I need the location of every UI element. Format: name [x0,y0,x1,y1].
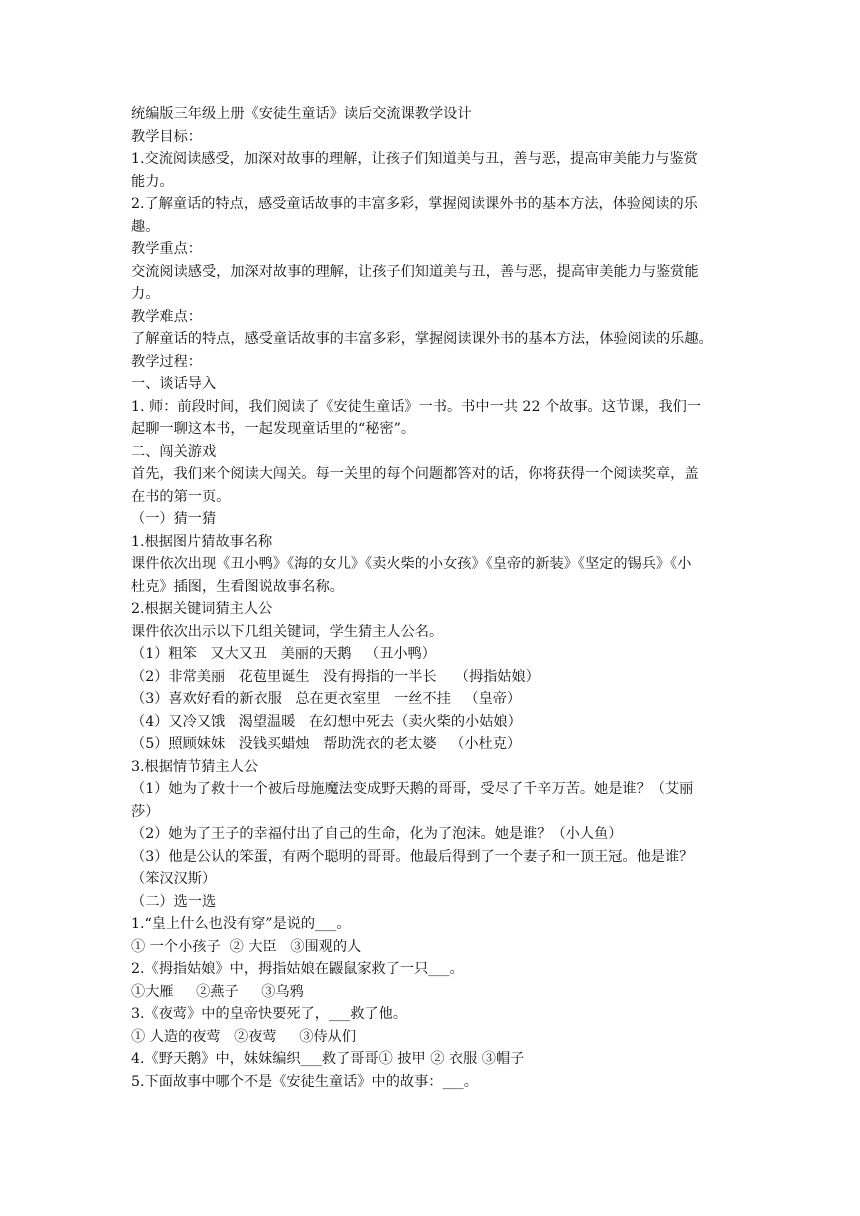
text-line: ① 人造的夜莺 ②夜莺 ③侍从们 [131,1028,357,1045]
text-line: （1）粗笨 又大又丑 美丽的天鹅 （丑小鸭） [131,646,436,662]
text-line: 趣。 [131,218,160,235]
text-line: 教学难点： [131,308,202,325]
text-line: ① 一个小孩子 ② 大臣 ③围观的人 [131,938,362,955]
text-line: 2.《拇指姑娘》中，拇指姑娘在鼹鼠家救了一只___。 [131,961,464,977]
text-line: 1.交流阅读感受，加深对故事的理解，让孩子们知道美与丑，善与恶，提高审美能力与鉴赏 [131,151,698,167]
text-line: 莎） [131,803,160,820]
text-line: 了解童话的特点，感受童话故事的丰富多彩，掌握阅读课外书的基本方法，体验阅读的乐趣。 [131,331,713,347]
text-line: 首先，我们来个阅读大闯关。每一关里的每个问题都答对的话，你将获得一个阅读奖章，盖 [131,466,699,482]
text-line: 教学重点： [131,241,202,257]
text-line: 4.《野天鹅》中，妹妹编织___救了哥哥① 披甲 ② 衣服 ③帽子 [131,1051,525,1067]
text-line: （2）非常美丽 花苞里诞生 没有拇指的一半长 （拇指姑娘） [131,668,540,685]
text-line: 交流阅读感受，加深对故事的理解，让孩子们知道美与丑，善与恶，提高审美能力与鉴赏能 [131,263,699,280]
text-line: 1.根据图片猜故事名称 [131,533,273,550]
text-line: （1）她为了救十一个被后母施魔法变成野天鹅的哥哥，受尽了千辛万苦。她是谁？（艾丽 [131,781,694,797]
text-line: 一、谈话导入 [131,376,217,392]
text-line: 1.“皇上什么也没有穿”是说的___。 [131,916,351,932]
text-line: （二）选一选 [131,893,217,910]
text-line: 统编版三年级上册《安徒生童话》读后交流课教学设计 [131,106,472,122]
text-line: 2.了解童话的特点，感受童话故事的丰富多彩，掌握阅读课外书的基本方法，体验阅读的乐 [131,196,698,212]
text-line: 课件依次出示以下几组关键词，学生猜主人公名。 [131,623,444,640]
text-line: 教学过程： [131,353,202,370]
text-line: （2）她为了王子的幸福付出了自己的生命，化为了泡沫。她是谁？（小人鱼） [131,826,623,842]
text-line: 起聊一聊这本书，一起发现童话里的“秘密”。 [131,421,416,437]
text-line: 能力。 [131,173,174,190]
text-line: 3.《夜莺》中的皇帝快要死了，___救了他。 [131,1006,408,1022]
text-line: 杜克》插图，生看图说故事名称。 [131,578,344,595]
text-line: 课件依次出现《丑小鸭》《海的女儿》《卖火柴的小女孩》《皇帝的新装》《坚定的锡兵》《小 [131,556,692,572]
document-body [131,103,731,1093]
text-line: ①大雁 ②燕子 ③乌鸦 [131,983,304,1000]
text-line: 力。 [131,286,160,302]
text-line: 5.下面故事中哪个不是《安徒生童话》中的故事：___。 [131,1073,478,1090]
text-line: （3）喜欢好看的新衣服 总在更衣室里 一丝不挂 （皇帝） [131,691,522,707]
text-line: 教学目标： [131,128,202,145]
text-line: 在书的第一页。 [131,488,231,505]
text-line: （笨汉汉斯） [131,871,217,887]
text-line: （3）他是公认的笨蛋，有两个聪明的哥哥。他最后得到了一个妻子和一顶王冠。他是谁？ [131,848,694,865]
text-line: 1. 师：前段时间，我们阅读了《安徒生童话》一书。书中一共 22 个故事。这节课，我们一 [131,398,702,415]
text-line: （4）又冷又饿 渴望温暖 在幻想中死去（卖火柴的小姑娘） [131,713,522,730]
text-line: 3.根据情节猜主人公 [131,758,259,775]
text-line: 二、闯关游戏 [131,443,217,460]
text-line: 2.根据关键词猜主人公 [131,601,273,617]
text-line: （5）照顾妹妹 没钱买蜡烛 帮助洗衣的老太婆 （小杜克） [131,736,522,752]
text-line: （一）猜一猜 [131,511,217,527]
